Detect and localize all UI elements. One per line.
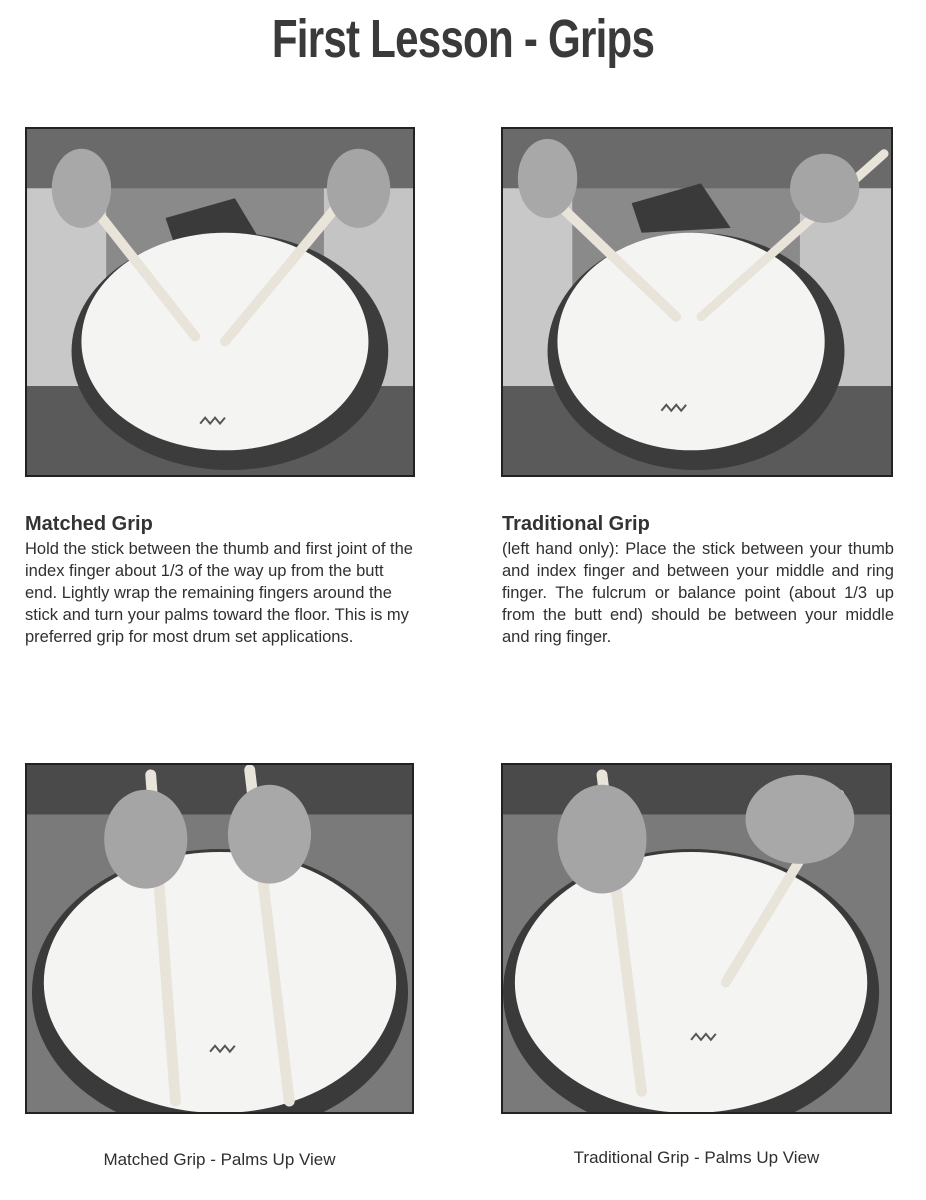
matched-grip-description: Hold the stick between the thumb and first joint of the index finger about 1/3 of the way up from the butt end. Lightly wrap the remaining fingers around the stick and turn your palms toward the floor. This is my preferred grip for most drum set applications. [25,540,413,646]
traditional-grip-description: (left hand only): Place the stick between your thumb and index finger and between your middle and ring finger. The fulcrum or balance point (about 1/3 up from the butt end) should be between your middle and ring finger. [502,540,894,646]
matched-grip-palms-up-caption: Matched Grip - Palms Up View [103,1150,336,1169]
traditional-grip-section [502,513,894,648]
traditional-grip-palms-up-photo [501,763,892,1114]
matched-grip-heading: Matched Grip [25,513,153,535]
matched-grip-palms-up-photo [25,763,414,1114]
traditional-grip-photo [501,127,893,477]
matched-grip-section [25,513,417,648]
matched-grip-photo [25,127,415,477]
traditional-grip-heading: Traditional Grip [502,513,650,535]
traditional-grip-palms-up-caption: Traditional Grip - Palms Up View [573,1148,820,1167]
page-title: First Lesson - Grips [271,9,655,69]
